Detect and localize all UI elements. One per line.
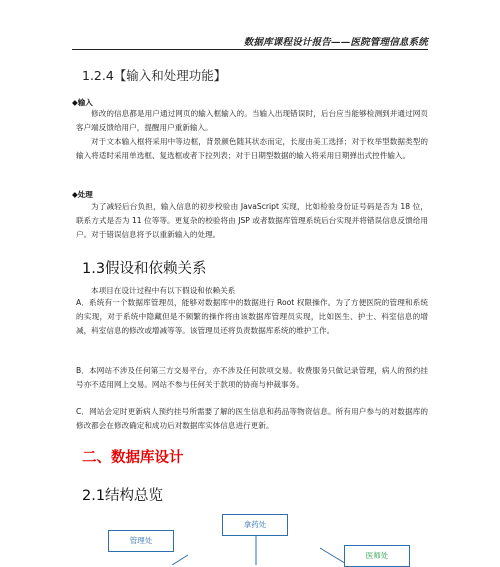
header-title: 数据库课程设计报告——医院管理信息系统 xyxy=(243,37,428,48)
input-subheading: ◆输入 xyxy=(72,98,93,107)
pharmacy-node: 拿药处 xyxy=(222,514,288,536)
assumptions-intro: 本项目在设计过程中有以下假设和依赖关系 xyxy=(91,286,236,295)
process-subheading: ◆处理 xyxy=(72,190,93,199)
assumption-b: B．本网站不涉及任何第三方交易平台，亦不涉及任何款项交易。收费服务只做记录管理，病人的预约挂号亦不适用网上交易。网站不参与任何关于款项的协商与仲裁事务。 xyxy=(76,366,428,389)
doctor-node: 医师处 xyxy=(344,545,410,567)
process-paragraph: 为了减轻后台负担，输入信息的初步校验由 JavaScript 实现，比如检验身份证号码是否为 18 位，联系方式是否为 11 位等等。更复杂的校验将由 JSP 或者数据库管理系统后台实现并将错误信息反馈给用户。对于错误信息将予以重新输入的处理。 xyxy=(76,202,428,239)
input-paragraph-2: 对于文本输入框将采用中等边框，背景颜色随其状态而定，长度由美工选择；对于枚举型数据类型的输入将适时采用单选框、复选框或者下拉列表；对于日期型数据的输入将采用日期弹出式控件输入。 xyxy=(76,137,428,160)
assumption-c: C．网站会定时更新病人预约挂号所需要了解的医生信息和药品等物资信息。所有用户参与的对数据库的修改都会在修改确定和成功后对数据库实体信息进行更新。 xyxy=(76,407,428,430)
admin-node: 管理处 xyxy=(108,530,174,552)
section-1-2-4-heading: 1.2.4【输入和处理功能】 xyxy=(82,68,227,83)
assumption-a: A．系统有一个数据库管理员，能够对数据库中的数据进行 Root 权限操作。为了方便医院的管理和系统的实现，对于系统中隐藏但是不频繁的操作将由该数据库管理员实现，比如医生、护士、科室信息的增减，科室信息的修改或增减等等。该管理员还将负责数据库系统的维护工作。 xyxy=(76,298,428,335)
section-2-1-heading: 2.1结构总览 xyxy=(82,488,164,504)
input-paragraph-1: 修改的信息都是用户通过网页的输入框输入的。当输入出现错误时，后台应当能够检测到并通过网页客户端反馈给用户，提醒用户重新输入。 xyxy=(76,109,428,132)
connector-admin-diagonal xyxy=(172,555,188,565)
section-1-3-heading: 1.3假设和依赖关系 xyxy=(82,261,207,277)
section-2-heading: 二、数据库设计 xyxy=(82,450,184,466)
